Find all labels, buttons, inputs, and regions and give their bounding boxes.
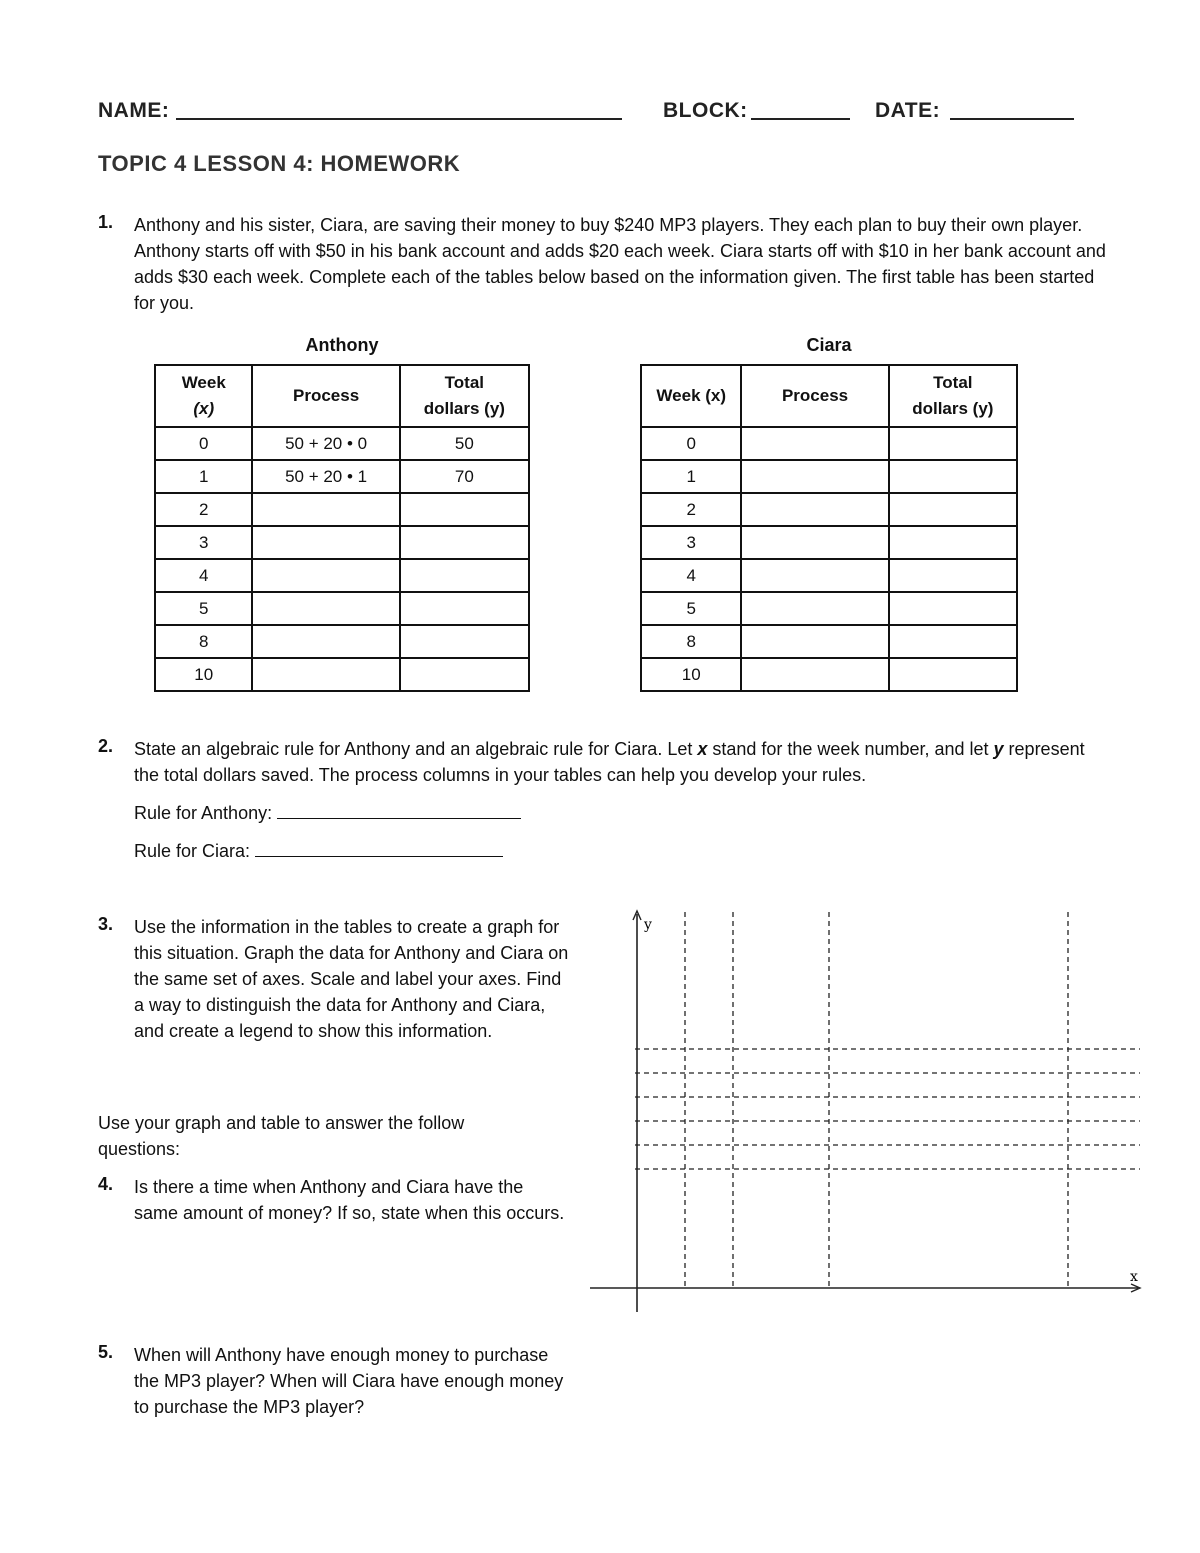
block-label: BLOCK: [663, 99, 748, 122]
question-4-number: 4. [98, 1174, 114, 1194]
ciara-total-cell[interactable] [889, 493, 1017, 526]
ciara-row [641, 460, 1017, 493]
anthony-row [155, 658, 529, 691]
date-label: DATE: [875, 99, 941, 122]
ciara-total-cell[interactable] [889, 526, 1017, 559]
ciara-process-cell[interactable] [741, 559, 888, 592]
anthony-row [155, 493, 529, 526]
question-1-text: Anthony and his sister, Ciara, are saving their money to buy $240 MP3 players. They each plan to buy their own player. Anthony starts off with $50 in his bank account and adds $20 each week. Ciara starts off with $10 in her bank account and adds $30 each week. Complete each of the tables below based on the information given. The first table has been started for you. [134, 215, 1106, 313]
anthony-total-header: Total dollars (y) [400, 365, 529, 427]
ciara-row [641, 592, 1017, 625]
ciara-total-cell[interactable] [889, 625, 1017, 658]
rule-anthony-label: Rule for Anthony: [134, 803, 273, 823]
ciara-week-cell: 0 [641, 427, 741, 460]
anthony-total-cell[interactable] [400, 625, 529, 658]
anthony-week-cell: 2 [155, 493, 252, 526]
ciara-process-cell[interactable] [741, 460, 888, 493]
anthony-process-cell[interactable] [252, 559, 399, 592]
ciara-row [641, 625, 1017, 658]
anthony-table [154, 364, 530, 692]
ciara-total-cell[interactable] [889, 592, 1017, 625]
block-field[interactable] [751, 118, 850, 120]
rule-ciara-label: Rule for Ciara: [134, 841, 251, 861]
anthony-process-header: Process [252, 365, 399, 427]
ciara-process-cell[interactable] [741, 427, 888, 460]
question-1-number: 1. [98, 212, 114, 232]
anthony-process-cell[interactable] [252, 625, 399, 658]
ciara-week-header: Week (x) [641, 365, 741, 427]
ciara-total-header: Total dollars (y) [889, 365, 1017, 427]
graph-gridlines [635, 912, 1140, 1288]
anthony-total-cell[interactable] [400, 493, 529, 526]
ciara-total-cell[interactable] [889, 427, 1017, 460]
ciara-total-cell[interactable] [889, 460, 1017, 493]
ciara-week-cell: 2 [641, 493, 741, 526]
anthony-week-cell: 1 [155, 460, 252, 493]
anthony-process-cell[interactable] [252, 592, 399, 625]
anthony-week-header: Week (x) [155, 365, 252, 427]
ciara-week-cell: 3 [641, 526, 741, 559]
ciara-process-cell[interactable] [741, 493, 888, 526]
anthony-process-cell[interactable] [252, 658, 399, 691]
question-4-text: Is there a time when Anthony and Ciara have the same amount of money? If so, state when this occurs. [134, 1177, 565, 1223]
follow-up-text: Use your graph and table to answer the follow questions: [98, 1113, 465, 1159]
anthony-row [155, 427, 529, 460]
anthony-total-cell[interactable] [400, 559, 529, 592]
anthony-total-cell[interactable] [400, 526, 529, 559]
name-label: NAME: [98, 99, 170, 122]
x-axis-label: x [1130, 1269, 1138, 1285]
blank-graph[interactable] [580, 900, 1150, 1320]
ciara-week-cell: 8 [641, 625, 741, 658]
ciara-row [641, 493, 1017, 526]
ciara-total-cell[interactable] [889, 559, 1017, 592]
ciara-week-cell: 5 [641, 592, 741, 625]
ciara-process-cell[interactable] [741, 658, 888, 691]
anthony-table-title: Anthony [305, 335, 379, 355]
anthony-week-cell: 3 [155, 526, 252, 559]
question-3-number: 3. [98, 914, 114, 934]
ciara-process-cell[interactable] [741, 592, 888, 625]
page-title: TOPIC 4 LESSON 4: HOMEWORK [98, 151, 461, 176]
anthony-week-cell: 4 [155, 559, 252, 592]
question-3-text: Use the information in the tables to create a graph for this situation. Graph the data for Anthony and Ciara on the same set of axes. Scale and label your axes. Find a way to distinguish the data for Anthony and Ciara, and create a legend to show this information. [134, 917, 569, 1041]
ciara-row [641, 658, 1017, 691]
anthony-row [155, 625, 529, 658]
rule-ciara-field[interactable] [255, 838, 503, 857]
anthony-total-cell[interactable] [400, 592, 529, 625]
anthony-total-cell[interactable]: 50 [400, 427, 529, 460]
ciara-week-cell: 1 [641, 460, 741, 493]
date-field[interactable] [950, 118, 1074, 120]
anthony-week-cell: 0 [155, 427, 252, 460]
anthony-row [155, 592, 529, 625]
anthony-week-cell: 5 [155, 592, 252, 625]
ciara-table-title: Ciara [806, 335, 852, 355]
anthony-process-cell[interactable]: 50 + 20 • 0 [252, 427, 399, 460]
question-5-text: When will Anthony have enough money to purchase the MP3 player? When will Ciara have enough money to purchase the MP3 player? [134, 1345, 564, 1417]
anthony-total-cell[interactable]: 70 [400, 460, 529, 493]
ciara-week-cell: 10 [641, 658, 741, 691]
anthony-row [155, 460, 529, 493]
rule-ciara-row [134, 838, 503, 864]
name-field[interactable] [176, 118, 622, 120]
ciara-table [640, 364, 1018, 692]
ciara-process-cell[interactable] [741, 526, 888, 559]
anthony-process-cell[interactable] [252, 493, 399, 526]
ciara-row [641, 559, 1017, 592]
rule-anthony-row [134, 800, 521, 826]
anthony-row [155, 526, 529, 559]
ciara-process-cell[interactable] [741, 625, 888, 658]
y-axis-label: y [644, 917, 652, 933]
rule-anthony-field[interactable] [277, 800, 521, 819]
anthony-total-cell[interactable] [400, 658, 529, 691]
ciara-total-cell[interactable] [889, 658, 1017, 691]
anthony-process-cell[interactable] [252, 526, 399, 559]
ciara-week-cell: 4 [641, 559, 741, 592]
question-2-text: State an algebraic rule for Anthony and an algebraic rule for Ciara. Let x stand for the week number, and let y represent the total dollars saved. The process columns in your tables can help you develop your rules. [134, 739, 1085, 785]
question-5-number: 5. [98, 1342, 114, 1362]
anthony-row [155, 559, 529, 592]
anthony-week-cell: 10 [155, 658, 252, 691]
anthony-week-cell: 8 [155, 625, 252, 658]
ciara-row [641, 427, 1017, 460]
anthony-process-cell[interactable]: 50 + 20 • 1 [252, 460, 399, 493]
ciara-process-header: Process [741, 365, 888, 427]
ciara-row [641, 526, 1017, 559]
question-2-number: 2. [98, 736, 114, 756]
